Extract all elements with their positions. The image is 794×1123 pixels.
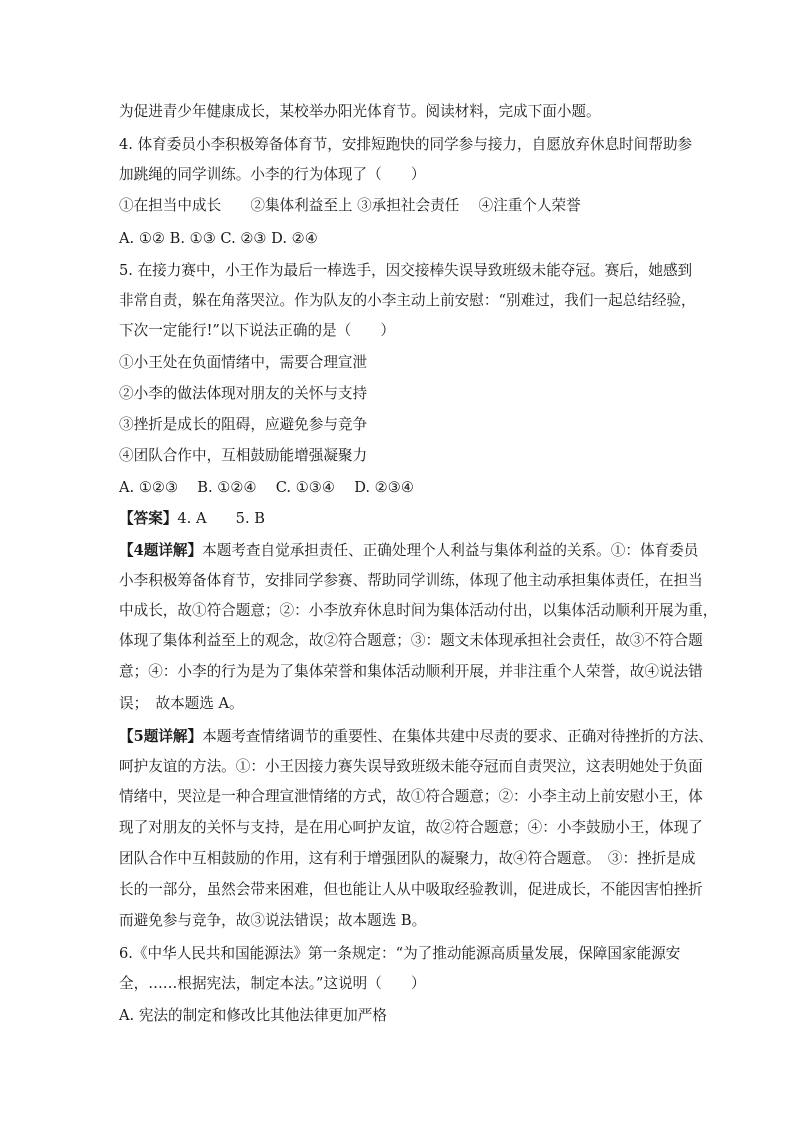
q6-stem-line-2: 全，……根据宪法，制定本法。”这说明（ ） — [119, 975, 426, 992]
q6-option-a: A. 宪法的制定和修改比其他法律更加严格 — [119, 1007, 387, 1024]
explain5-line-4: 现了对朋友的关怀与支持，是在用心呵护友谊，故②符合题意；④：小李鼓励小王，体现了 — [119, 819, 703, 836]
explain5-line-2: 呵护友谊的方法。①：小王因接力赛失误导致班级未能夺冠而自责哭泣，这表明她处于负面 — [119, 758, 703, 775]
explain5-text: 本题考查情绪调节的重要性、在集体共建中尽责的要求、正确对待挫折的方法、 — [202, 728, 713, 745]
explain4-line-1 — [119, 541, 698, 561]
explain5-label: 【5题详解】 — [119, 728, 203, 745]
explain5-line-7: 而避免参与竞争，故③说法错误；故本题选 B。 — [119, 912, 427, 929]
explain4-line-5: 意；④：小李的行为是为了集体荣誉和集体活动顺利开展，并非注重个人荣誉，故④说法错 — [119, 663, 703, 680]
q5-statement-2: ②小李的做法体现对朋友的关怀与支持 — [119, 385, 368, 402]
q6-stem-line-1: 6.《中华人民共和国能源法》第一条规定：“为了推动能源高质量发展，保障国家能源安 — [119, 945, 681, 962]
q5-statement-1: ①小王处在负面情绪中，需要合理宣泄 — [119, 354, 368, 371]
q5-statement-3: ③挫折是成长的阻碍，应避免参与竞争 — [119, 416, 368, 433]
q4-stem-line-1: 4. 体育委员小李积极筹备体育节，安排短跑快的同学参与接力，自愿放弃休息时间帮助参 — [119, 136, 693, 153]
explain5-line-3: 情绪中，哭泣是一种合理宣泄情绪的方式，故①符合题意；②：小李主动上前安慰小王，体 — [119, 788, 703, 805]
q5-stem-line-3: 下次一定能行!”以下说法正确的是（ ） — [119, 322, 396, 339]
explain4-label: 【4题详解】 — [119, 542, 203, 559]
explain5-line-6: 长的一部分，虽然会带来困难，但也能让人从中吸取经验教训，促进成长，不能因害怕挫折 — [119, 881, 703, 898]
explain5-line-5: 团队合作中互相鼓励的作用，这有利于增强团队的凝聚力，故④符合题意。 ③：挫折是成 — [119, 850, 696, 867]
q4-options: A. ①② B. ①③ C. ②③ D. ②④ — [119, 230, 318, 247]
explain4-text: 本题考查自觉承担责任、正确处理个人利益与集体利益的关系。①：体育委员 — [202, 542, 699, 559]
q5-stem-line-2: 非常自责，躲在角落哭泣。作为队友的小李主动上前安慰：“别难过，我们一起总结经验， — [119, 292, 696, 309]
q4-stem-line-2: 加跳绳的同学训练。小李的行为体现了（ ） — [119, 166, 426, 183]
answer-text: 4. A 5. B — [177, 510, 265, 527]
explain4-line-4: 体现了集体利益至上的观念，故②符合题意；③：题文未体现承担社会责任，故③不符合题 — [119, 632, 703, 649]
intro-text: 为促进青少年健康成长，某校举办阳光体育节。阅读材料，完成下面小题。 — [119, 103, 601, 120]
explain5-line-1 — [119, 727, 713, 747]
explain4-line-6: 误； 故本题选 A。 — [119, 695, 244, 712]
q5-options: A. ①②③ B. ①②④ C. ①③④ D. ②③④ — [119, 479, 414, 496]
q4-statements: ①在担当中成长 ②集体利益至上 ③承担社会责任 ④注重个人荣誉 — [119, 197, 581, 214]
explain4-line-2: 小李积极筹备体育节，安排同学参赛、帮助同学训练，体现了他主动承担集体责任，在担当 — [119, 572, 703, 589]
q5-statement-4: ④团队合作中，互相鼓励能增强凝聚力 — [119, 447, 368, 464]
answer-label: 【答案】 — [119, 510, 178, 527]
q5-stem-line-1: 5. 在接力赛中，小王作为最后一棒选手，因交接棒失误导致班级未能夺冠。赛后，她感到 — [119, 262, 693, 279]
answer-line — [119, 509, 265, 529]
explain4-line-3: 中成长，故①符合题意；②：小李放弃休息时间为集体活动付出，以集体活动顺利开展为重， — [119, 602, 718, 619]
